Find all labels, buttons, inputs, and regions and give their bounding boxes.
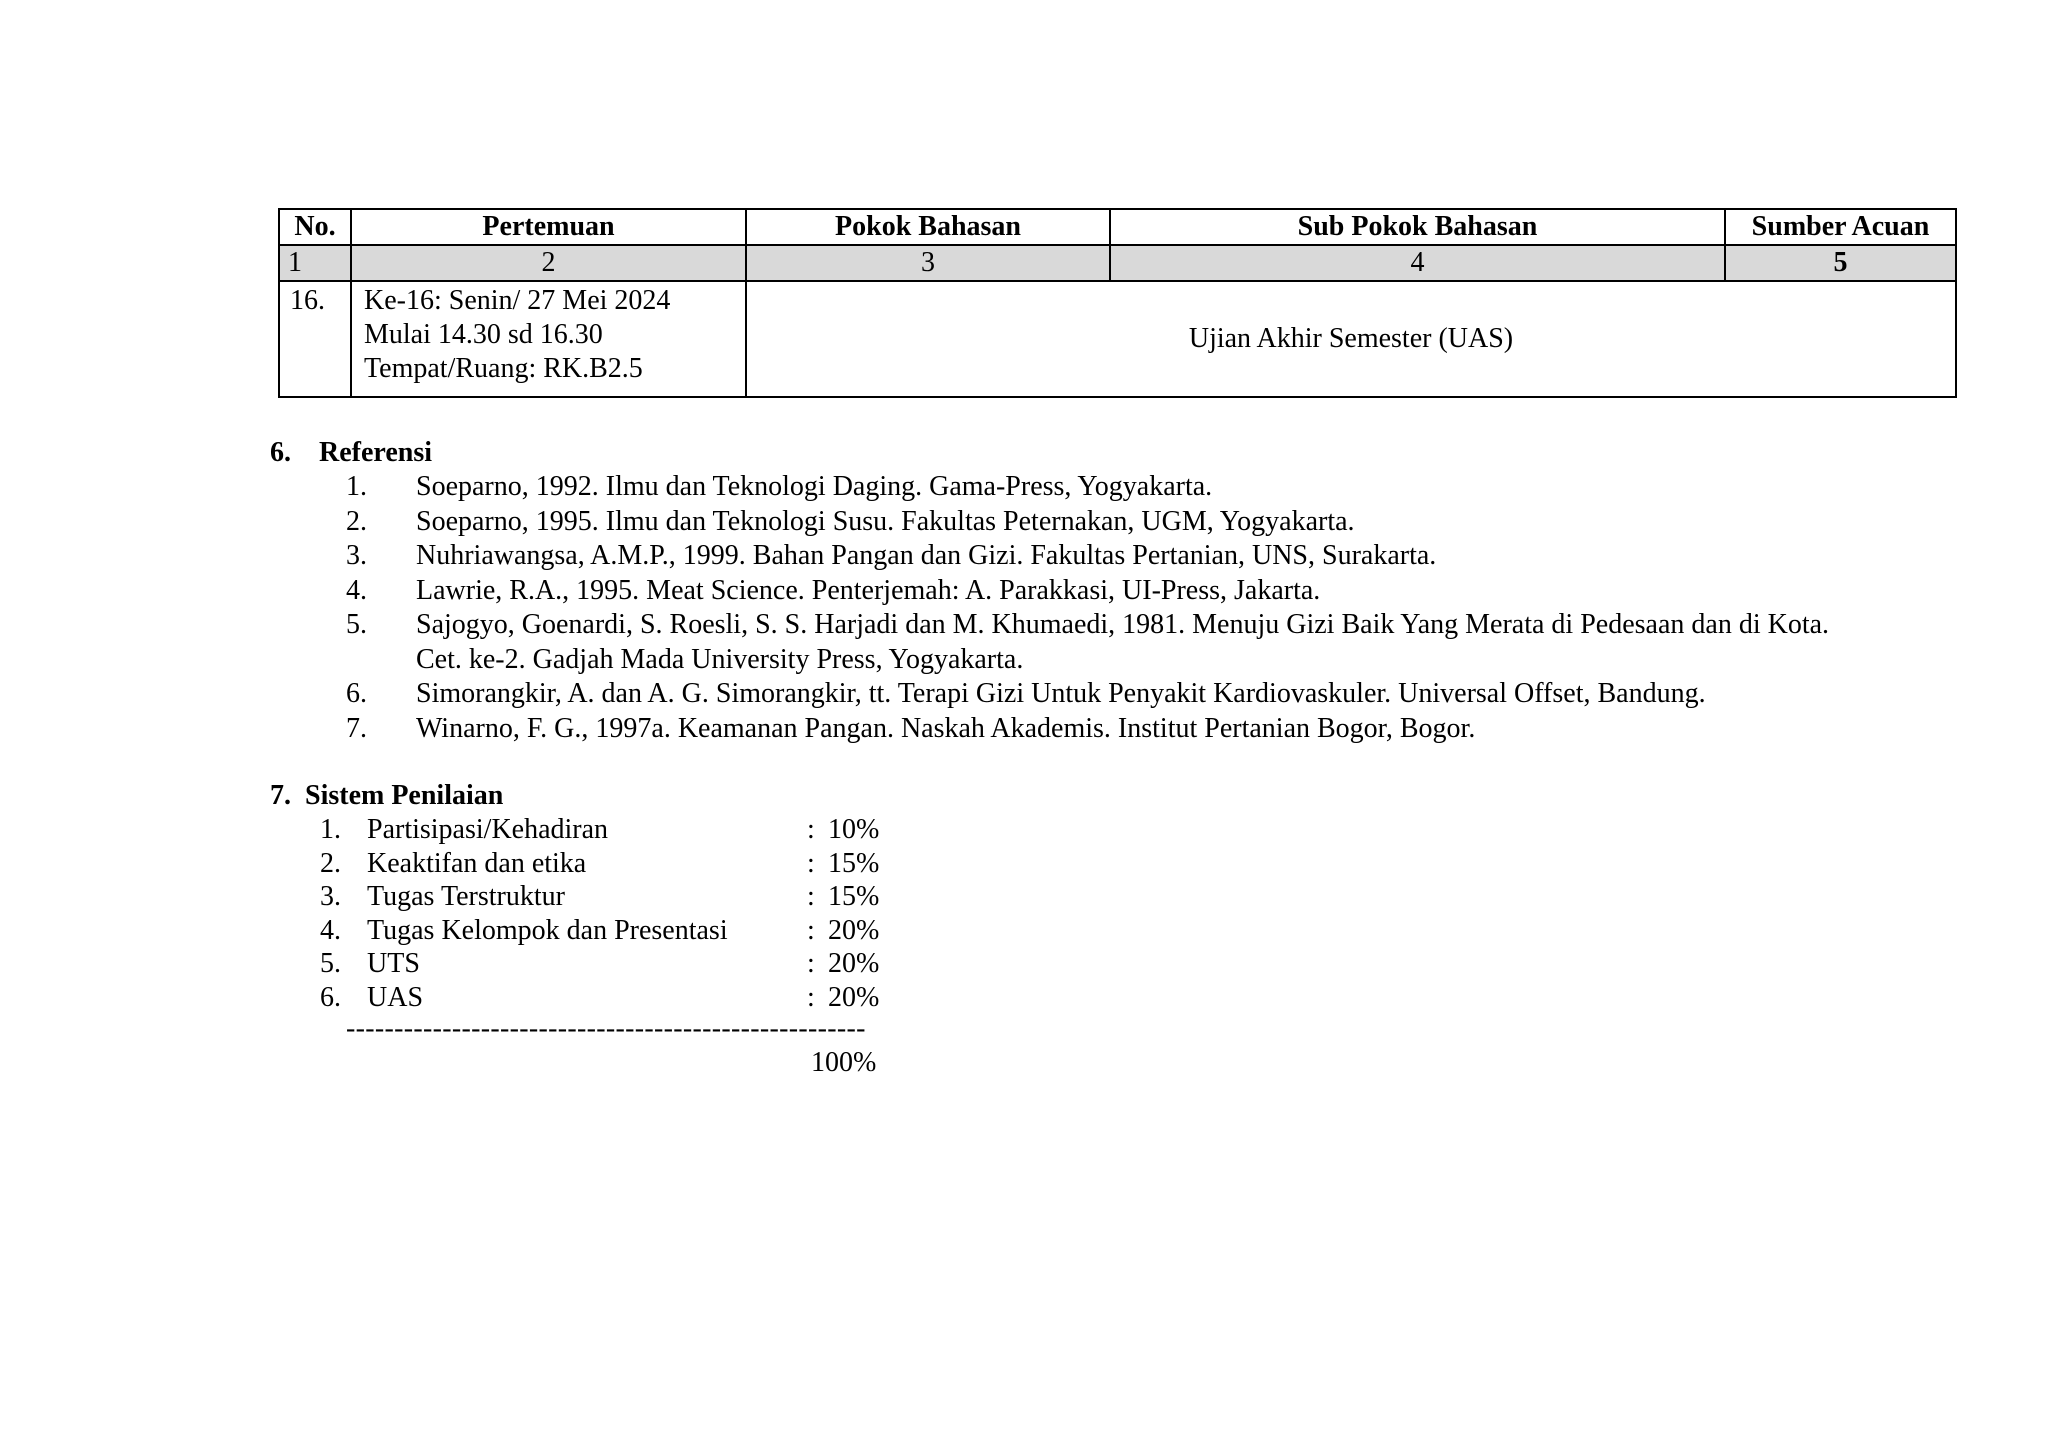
grade-value: 20% <box>828 981 880 1013</box>
item-number: 1. <box>320 814 341 845</box>
list-item <box>346 505 1866 540</box>
list-item <box>346 677 1866 712</box>
grade-colon: : <box>807 847 815 879</box>
item-number: 3. <box>320 881 341 912</box>
schedule-table <box>278 208 1957 398</box>
grade-value: 20% <box>828 948 880 979</box>
grade-colon: : <box>807 914 815 946</box>
reference-text: Nuhriawangsa, A.M.P., 1999. Bahan Pangan dan Gizi. Fakultas Pertanian, UNS, Surakarta. <box>416 540 1437 571</box>
grade-label: UAS <box>367 981 424 1013</box>
reference-list <box>346 470 1866 746</box>
grade-label: Tugas Kelompok dan Presentasi <box>367 914 728 946</box>
reference-text: Winarno, F. G., 1997a. Keamanan Pangan. Naskah Akademis. Institut Pertanian Bogor, Bogor. <box>416 712 1476 744</box>
grade-label: Tugas Terstruktur <box>367 881 565 912</box>
column-number: 2 <box>351 245 746 281</box>
grade-label: UTS <box>367 948 420 979</box>
grade-colon: : <box>807 881 815 912</box>
item-number: 4. <box>346 574 367 606</box>
grade-colon: : <box>807 981 815 1013</box>
reference-text: Sajogyo, Goenardi, S. Roesli, S. S. Harjadi dan M. Khumaedi, 1981. Menuju Gizi Baik Yang Merata di Pedesaan dan di Kota. Cet. ke-2. Gadjah Mada University Press, Yogyakarta. <box>416 609 1830 675</box>
column-number: 1 <box>279 245 351 281</box>
meeting-cell <box>351 281 746 397</box>
section-number: 6. <box>270 437 291 468</box>
table-row <box>279 281 1956 397</box>
list-item <box>346 574 1866 609</box>
row-number: 16. <box>279 281 351 397</box>
table-header-row <box>279 209 1956 245</box>
grade-label: Keaktifan dan etika <box>367 847 587 879</box>
section-title: Sistem Penilaian <box>305 780 504 811</box>
header-sub-pokok-bahasan: Sub Pokok Bahasan <box>1110 209 1725 245</box>
reference-text: Soeparno, 1992. Ilmu dan Teknologi Daging. Gama-Press, Yogyakarta. <box>416 471 1213 502</box>
header-sumber-acuan: Sumber Acuan <box>1725 209 1956 245</box>
list-item <box>346 539 1866 574</box>
grade-total: 100% <box>811 1047 877 1078</box>
table-number-row <box>279 245 1956 281</box>
item-number: 6. <box>320 981 341 1013</box>
item-number: 2. <box>320 847 341 879</box>
reference-text: Simorangkir, A. dan A. G. Simorangkir, tt. Terapi Gizi Untuk Penyakit Kardiovaskuler. Universal Offset, Bandung. <box>416 678 1706 709</box>
section-number: 7. <box>270 780 291 811</box>
penilaian-heading <box>270 779 503 813</box>
section-title: Referensi <box>319 437 432 468</box>
list-item <box>346 712 1866 747</box>
item-number: 3. <box>346 540 367 571</box>
list-item <box>346 608 1866 677</box>
meeting-date: Ke-16: Senin/ 27 Mei 2024 <box>364 285 671 316</box>
reference-text: Lawrie, R.A., 1995. Meat Science. Penterjemah: A. Parakkasi, UI-Press, Jakarta. <box>416 574 1321 606</box>
item-number: 2. <box>346 505 367 537</box>
column-number: 3 <box>746 245 1110 281</box>
column-number: 5 <box>1725 245 1956 281</box>
header-pokok-bahasan: Pokok Bahasan <box>746 209 1110 245</box>
grade-label: Partisipasi/Kehadiran <box>367 814 609 845</box>
item-number: 6. <box>346 678 367 709</box>
grade-value: 15% <box>828 881 880 912</box>
referensi-heading <box>270 436 432 470</box>
grade-value: 10% <box>828 814 880 845</box>
item-number: 7. <box>346 712 367 744</box>
grade-value: 20% <box>828 914 880 946</box>
item-number: 1. <box>346 471 367 502</box>
grade-colon: : <box>807 814 815 845</box>
header-no: No. <box>279 209 351 245</box>
meeting-room: Tempat/Ruang: RK.B2.5 <box>364 353 643 384</box>
grade-value: 15% <box>828 847 880 879</box>
total-separator: ------------------------------------------------------ <box>346 1013 866 1044</box>
exam-cell: Ujian Akhir Semester (UAS) <box>746 281 1956 397</box>
item-number: 4. <box>320 914 341 946</box>
column-number: 4 <box>1110 245 1725 281</box>
item-number: 5. <box>320 948 341 979</box>
grade-colon: : <box>807 948 815 979</box>
meeting-time: Mulai 14.30 sd 16.30 <box>364 319 603 350</box>
item-number: 5. <box>346 609 367 640</box>
reference-text: Soeparno, 1995. Ilmu dan Teknologi Susu. Fakultas Peternakan, UGM, Yogyakarta. <box>416 505 1355 537</box>
list-item <box>346 470 1866 505</box>
header-pertemuan: Pertemuan <box>351 209 746 245</box>
